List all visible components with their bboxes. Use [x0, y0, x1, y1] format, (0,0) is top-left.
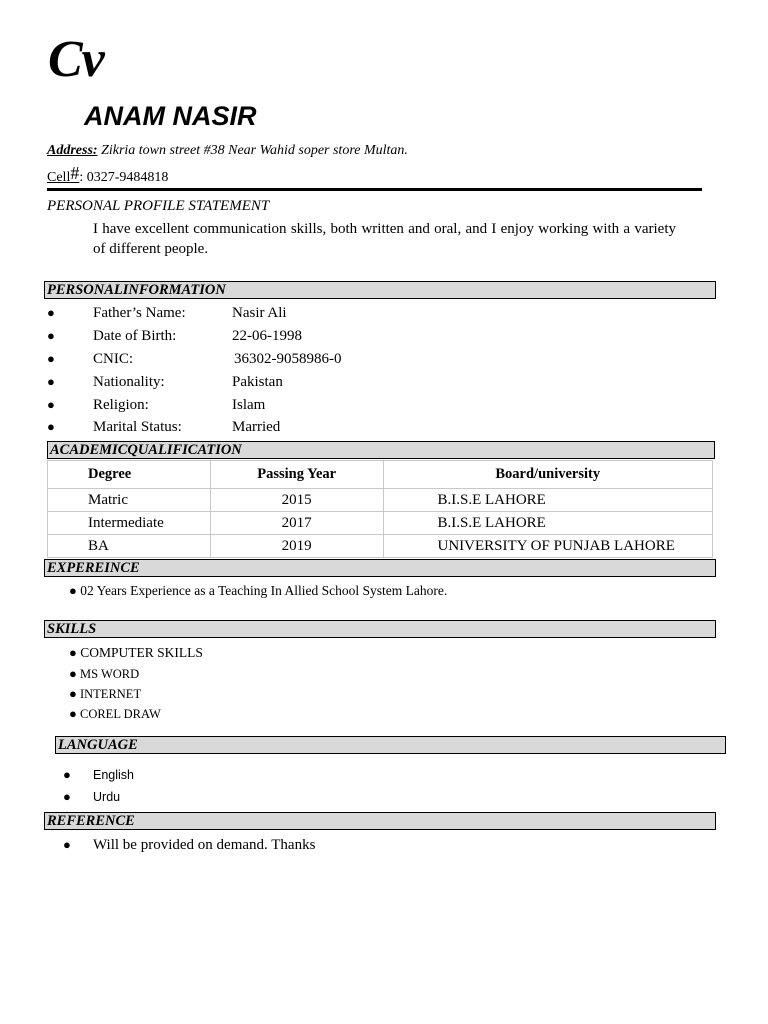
bullet-icon: ● — [69, 583, 77, 598]
info-row — [0, 326, 768, 346]
column-header: Board/university — [383, 461, 713, 489]
academic-table — [47, 460, 713, 558]
info-row — [0, 395, 768, 415]
info-value: Islam — [232, 397, 266, 413]
bullet-icon: ● — [47, 305, 55, 320]
section-reference: REFERENCE — [44, 812, 716, 830]
info-value: Nasir Ali — [232, 305, 287, 321]
profile-title: PERSONAL PROFILE STATEMENT — [47, 198, 270, 214]
bullet-icon: ● — [69, 666, 77, 681]
section-academic-qualification: ACADEMICQUALIFICATION — [47, 441, 715, 459]
table-cell: BA — [48, 535, 211, 558]
section-skills: SKILLS — [44, 620, 716, 638]
info-label: Nationality: — [93, 374, 165, 390]
table-cell: B.I.S.E LAHORE — [383, 512, 713, 535]
cv-heading: Cv — [48, 31, 104, 88]
address-line — [47, 143, 408, 159]
bullet-icon: ● — [69, 686, 77, 701]
table-cell: 2017 — [210, 512, 383, 535]
list-item: ● MS WORD — [69, 666, 140, 681]
table-header-row — [48, 461, 713, 489]
bullet-icon: ● — [69, 645, 77, 660]
info-label: Date of Birth: — [93, 328, 177, 344]
table-cell: UNIVERSITY OF PUNJAB LAHORE — [383, 535, 713, 558]
column-header: Degree — [48, 461, 211, 489]
list-item: ● Will be provided on demand. Thanks — [63, 837, 316, 853]
table-cell: Intermediate — [48, 512, 211, 535]
section-personal-information: PERSONALINFORMATION — [44, 281, 716, 299]
table-cell: 2015 — [210, 489, 383, 512]
table-cell: Matric — [48, 489, 211, 512]
info-row — [0, 417, 768, 437]
cell-line — [47, 163, 168, 186]
header-divider — [47, 188, 702, 191]
info-label: Marital Status: — [93, 419, 182, 435]
list-item: ● COREL DRAW — [69, 706, 161, 721]
cell-colon: : — [79, 170, 84, 185]
cell-label: Cell# — [47, 163, 80, 185]
bullet-icon: ● — [47, 419, 55, 434]
info-label: CNIC: — [93, 351, 134, 367]
address-value: Zikria town street #38 Near Wahid soper store Multan. — [101, 143, 408, 158]
info-row — [0, 303, 768, 323]
section-experience: EXPEREINCE — [44, 559, 716, 577]
profile-body: I have excellent communication skills, both written and oral, and I enjoy working with a variety of different people. — [93, 221, 676, 257]
table-row — [48, 535, 713, 558]
bullet-icon: ● — [63, 767, 71, 782]
bullet-icon: ● — [47, 351, 55, 366]
info-label: Religion: — [93, 397, 149, 413]
info-row — [0, 372, 768, 392]
cell-value: 0327-9484818 — [86, 170, 169, 185]
bullet-icon: ● — [63, 789, 71, 804]
bullet-icon: ● — [63, 837, 71, 852]
table-cell: B.I.S.E LAHORE — [383, 489, 713, 512]
info-value: Married — [232, 419, 281, 435]
bullet-icon: ● — [47, 328, 55, 343]
bullet-icon: ● — [69, 706, 77, 721]
bullet-icon: ● — [47, 397, 55, 412]
info-value: 22-06-1998 — [232, 328, 302, 344]
bullet-icon: ● — [47, 374, 55, 389]
column-header: Passing Year — [210, 461, 383, 489]
table-row — [48, 512, 713, 535]
info-label: Father’s Name: — [93, 305, 186, 321]
section-language: LANGUAGE — [55, 736, 726, 754]
list-item: ● COMPUTER SKILLS — [69, 645, 203, 660]
info-row — [0, 349, 768, 369]
list-item: ● INTERNET — [69, 686, 142, 701]
table-row — [48, 489, 713, 512]
list-item: ● 02 Years Experience as a Teaching In Allied School System Lahore. — [69, 583, 448, 598]
info-value: Pakistan — [232, 374, 283, 390]
info-value: 36302-9058986-0 — [234, 351, 342, 367]
address-label: Address: — [47, 143, 98, 158]
table-cell: 2019 — [210, 535, 383, 558]
candidate-name: ANAM NASIR — [84, 101, 257, 131]
